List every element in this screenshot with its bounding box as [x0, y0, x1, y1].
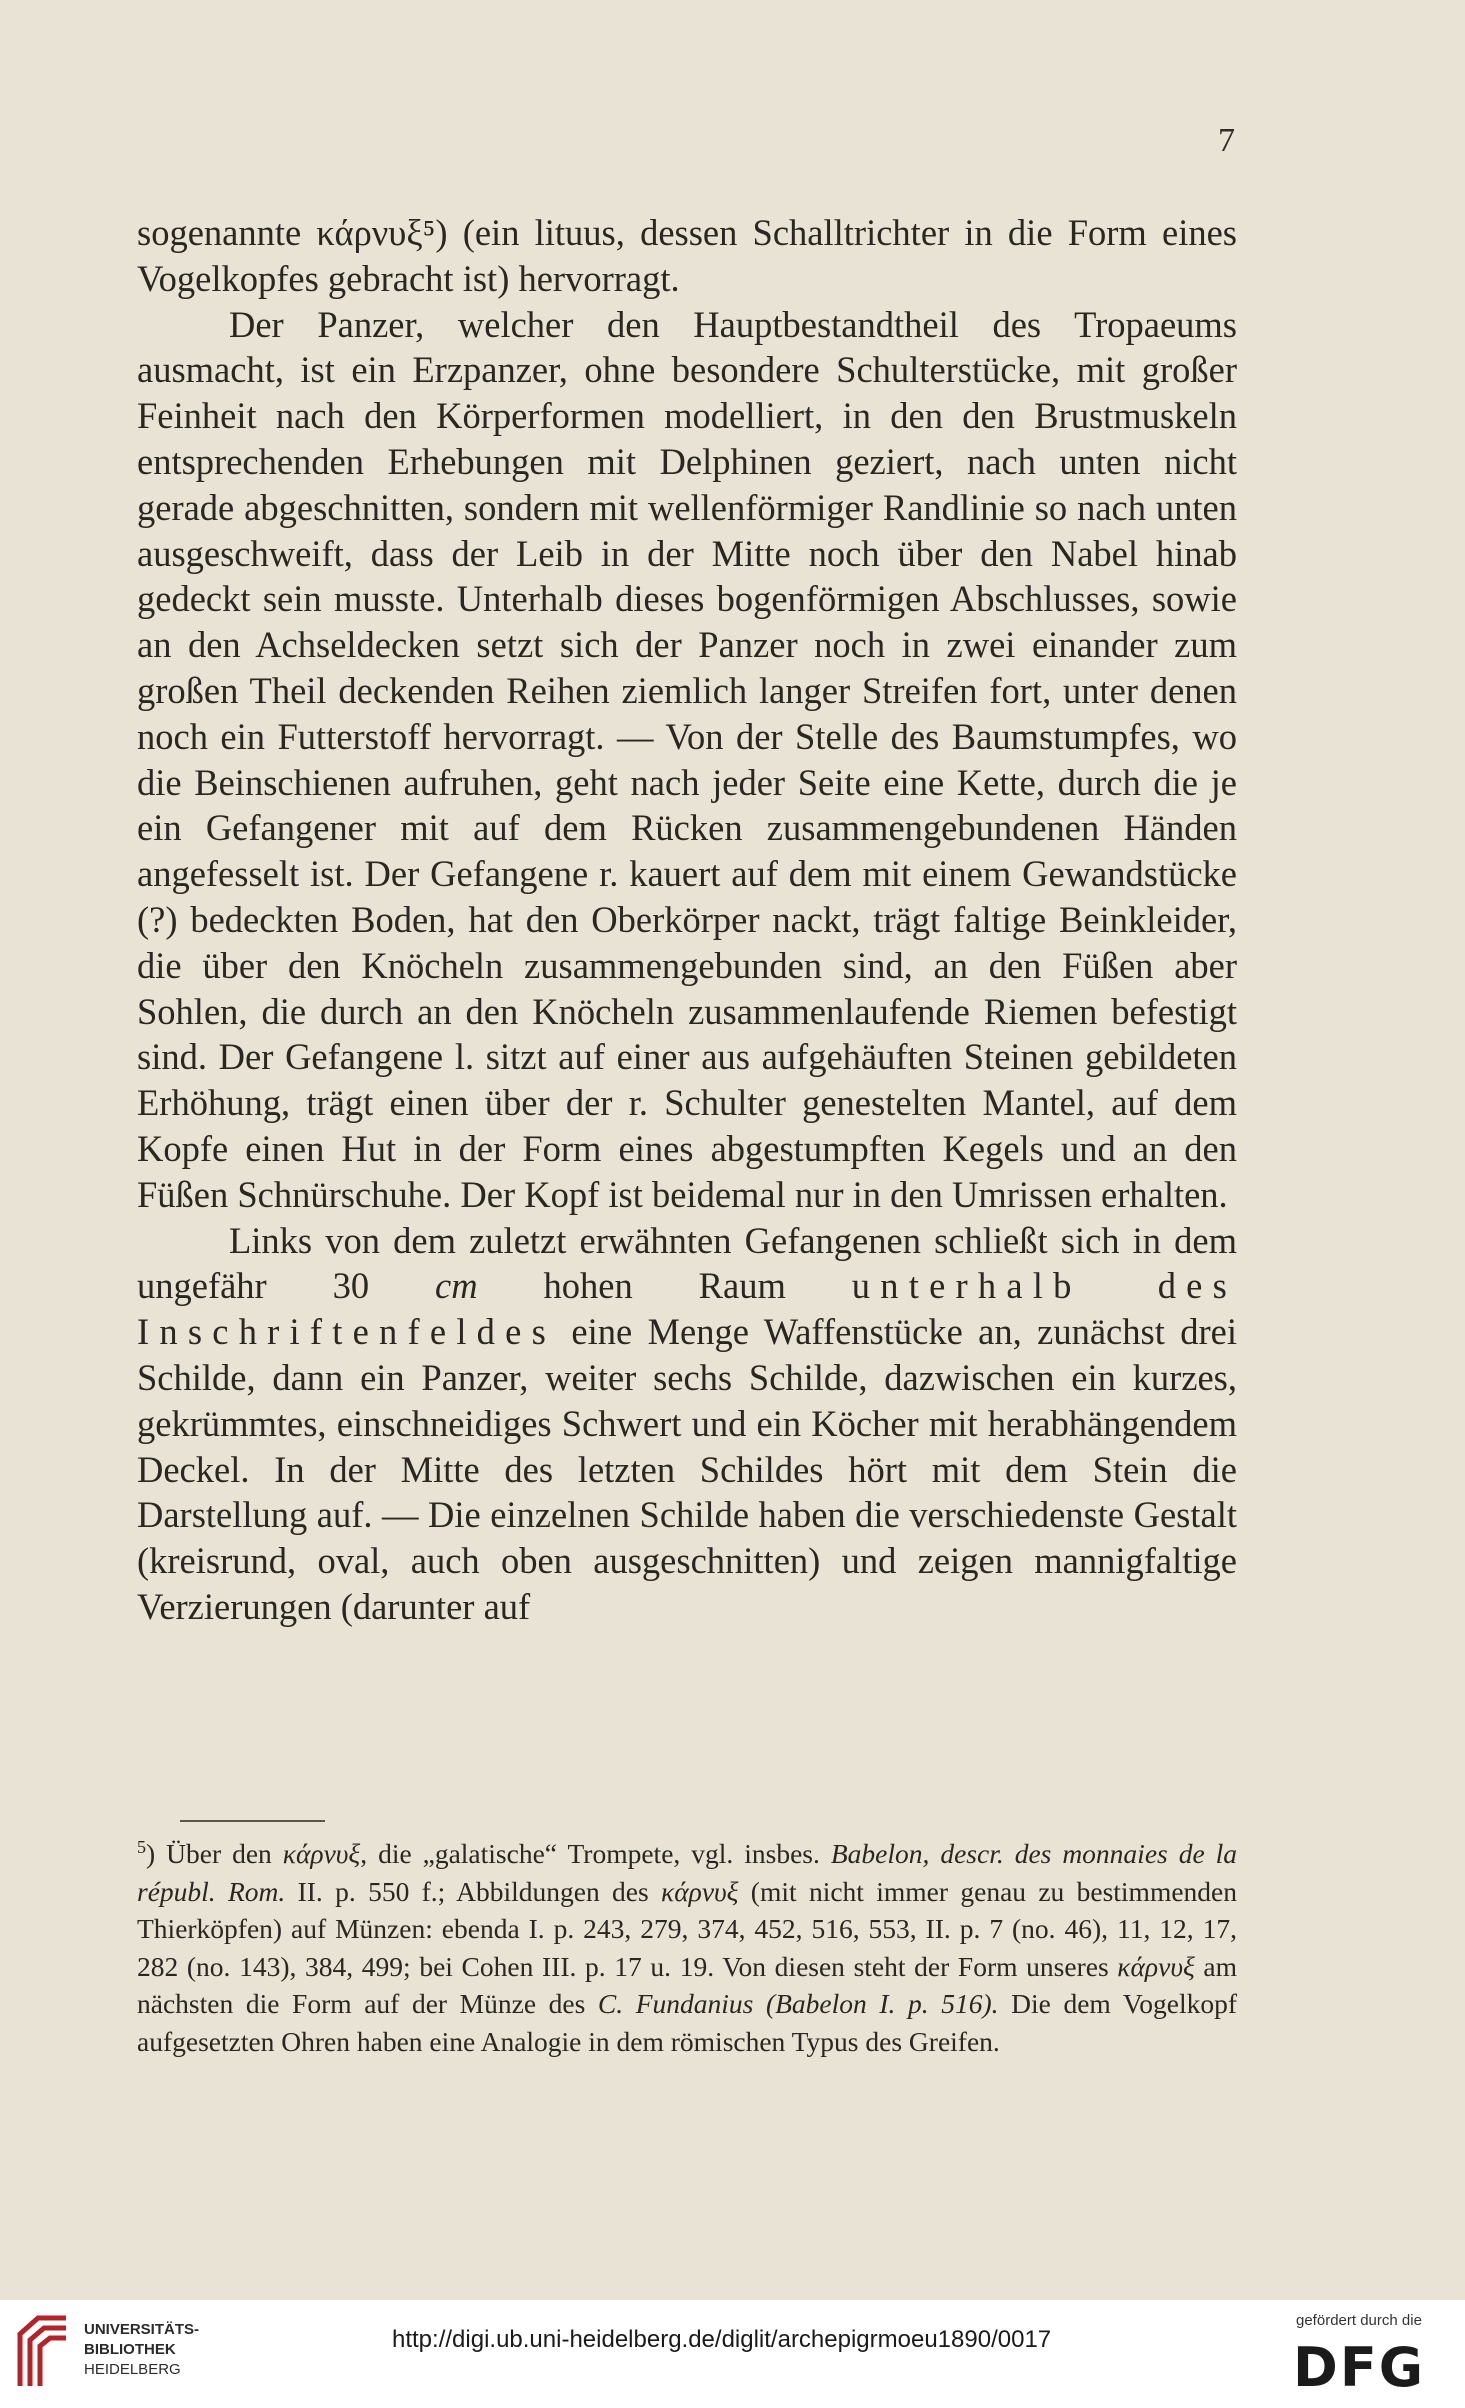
footnote-text-3: II. p. 550 f.; Abbildungen des [297, 1875, 649, 1907]
paragraph-1: sogenannte κάρνυξ⁵) (ein lituus, dessen Schalltrichter in die Form eines Vogelkopfes gebracht ist) hervorragt. [137, 212, 1237, 299]
footnote-text-1: ) Über den [146, 1838, 272, 1869]
library-line-2: BIBLIOTHEK [84, 2341, 176, 2358]
paragraph-3 [137, 1218, 1237, 1630]
dfg-logo: DFG [1293, 2336, 1426, 2399]
main-text [137, 210, 1237, 1630]
paragraph-3-end: eine Menge Waffenstücke an, zunächst drei Schilde, dann ein Panzer, weiter sechs Schilde, dazwischen ein kurzes, gekrümmtes, einschneidiges Schwert und ein Köcher mit herabhängendem Deckel. In der Mitte des letzten Schildes hört mit dem Stein die Darstellung auf. — Die einzelnen Schilde haben die verschiedenste Gestalt (kreisrund, oval, auch oben ausgeschnitten) und zeigen mannigfaltige Verzierungen (darunter auf [137, 1311, 1237, 1627]
footnote-greek-2: κάρνυξ [661, 1875, 739, 1907]
paragraph-3-start: Links von dem zuletzt erwähnten Gefangenen schließt sich in dem ungefähr 30 [137, 1219, 1237, 1307]
library-line-1: UNIVERSITÄTS- [84, 2321, 200, 2338]
library-line-3: HEIDELBERG [84, 2361, 181, 2378]
footnote-greek-1: κάρνυξ [282, 1838, 361, 1869]
footnote-greek-3: κάρνυξ [1117, 1950, 1195, 1982]
footnote-text-2: , die „galatische“ Trompete, vgl. insbes. [360, 1838, 820, 1869]
footnote-text-5: am nächsten die Form auf der Münze des [137, 1950, 1238, 2019]
spaced-emphasis: unterhalb des Inschriftenfeldes [137, 1265, 1238, 1353]
footnote-text-6: Die dem Vogelkopf aufgesetzten Ohren haben eine Analogie in dem römischen Typus des Greifen. [137, 1988, 1237, 2057]
funding-caption: gefördert durch die [1296, 2312, 1422, 2329]
footnote-citation-2: C. Fundanius (Babelon I. p. 516). [597, 1988, 999, 2019]
footnote-5 [137, 1835, 1237, 2060]
unit-cm: cm [435, 1265, 478, 1307]
footnote-citation-1: Babelon, descr. des monnaies de la républ. Rom. [137, 1838, 1238, 1907]
paragraph-3-mid: hohen Raum [543, 1265, 786, 1307]
paragraph-2: Der Panzer, welcher den Hauptbestandtheil des Tropaeums ausmacht, ist ein Erzpanzer, ohne besondere Schulterstücke, mit großer Feinheit nach den Körperformen modelliert, in den den Brustmuskeln entsprechenden Erhebungen mit Delphinen geziert, nach unten nicht gerade abgeschnitten, sondern mit wellenförmiger Randlinie so nach unten ausgeschweift, dass der Leib in der Mitte noch über den Nabel hinab gedeckt sein musste. Unterhalb dieses bogenförmigen Abschlusses, sowie an den Achseldecken setzt sich der Panzer noch in zwei einander zum großen Theil deckenden Reihen ziemlich langer Streifen fort, unter denen noch ein Futterstoff hervorragt. — Von der Stelle des Baumstumpfes, wo die Beinschienen aufruhen, geht nach jeder Seite eine Kette, durch die je ein Gefangener mit auf dem Rücken zusammengebundenen Händen angefesselt ist. Der Gefangene r. kauert auf dem mit einem Gewandstücke (?) bedeckten Boden, hat den Oberkörper nackt, trägt faltige Beinkleider, die über den Knöcheln zusammengebunden sind, an den Füßen aber Sohlen, die durch an den Knöcheln zusammenlaufende Riemen befestigt sind. Der Gefangene l. sitzt auf einer aus aufgehäuften Steinen gebildeten Erhöhung, trägt einen über der r. Schulter genestelten Mantel, auf dem Kopfe einen Hut in der Form eines abgestumpften Kegels und an den Füßen Schnürschuhe. Der Kopf ist beidemal nur in den Umrissen erhalten. [137, 303, 1237, 1215]
library-logo-icon [14, 2310, 76, 2394]
page-number: 7 [1218, 122, 1235, 159]
footnote-text-4: (mit nicht immer genau zu bestimmenden Thierköpfen) auf Münzen: ebenda I. p. 243, 279, 374, 452, 516, 553, II. p. 7 (no. 46), 11, 12, 17, 282 (no. 143), 384, 499; bei Cohen III. p. 17 u. 19. Von diesen steht der Form unseres [137, 1875, 1237, 1982]
library-name [84, 2320, 199, 2380]
source-url-link[interactable]: http://digi.ub.uni-heidelberg.de/diglit/archepigrmoeu1890/0017 [392, 2326, 1052, 2353]
footnote-marker: 5 [137, 1836, 146, 1857]
footer-bar [0, 2300, 1465, 2408]
footnote-divider [180, 1820, 325, 1822]
